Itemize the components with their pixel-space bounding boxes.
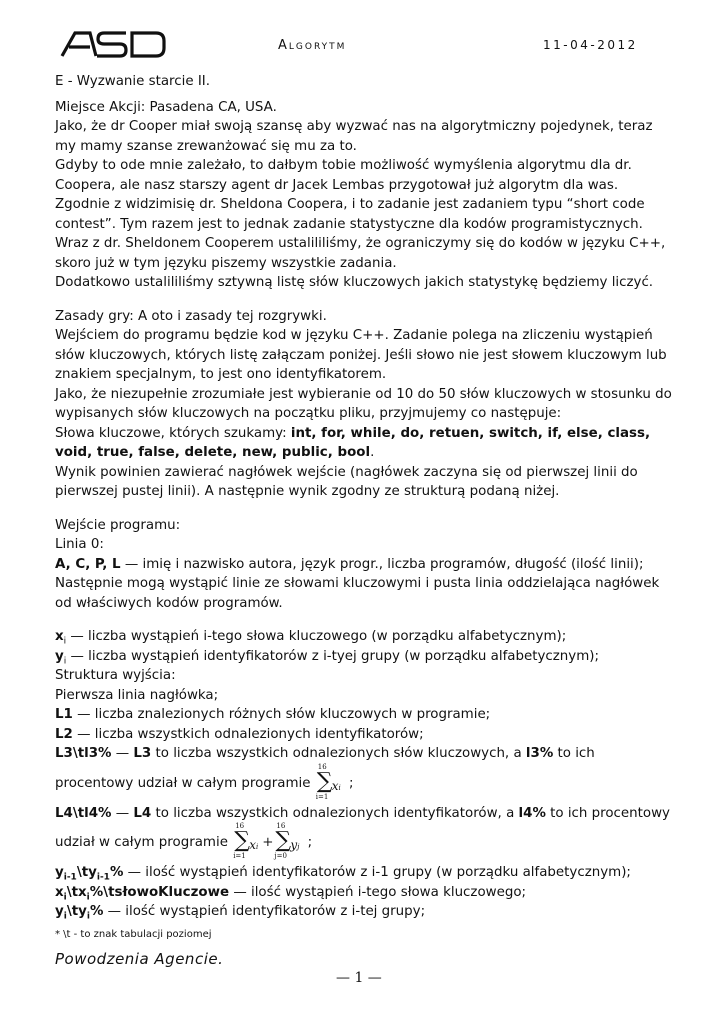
l3-line2: procentowy udział w całym programie [55,775,315,791]
l4-desc: to liczba wszystkich odnalezionych identyfikatorów, a [151,805,519,821]
document-body [55,72,675,922]
xpct-mid: \tx [66,884,87,900]
def-l4-line2 [55,822,675,860]
sum-var [332,777,341,799]
xpct-a: x [55,884,64,900]
l3-tail: to ich [553,746,595,761]
xpct-desc: — ilość wystąpień i-tego słowa kluczowego; [229,884,527,900]
l4-b2: L4 [133,805,152,821]
l2-var: L2 [55,726,73,742]
def-l3 [55,744,675,764]
intro-paragraph-5: Dodatkowo ustalililiśmy sztywną listę słów kluczowych jakich statystykę będziemy liczyć. [55,275,654,290]
rules-lead: A oto i zasady tej rozgrywki. [133,308,327,324]
l1-desc: — liczba znalezionych różnych słów kluczowych w programie; [72,707,491,722]
l3-desc: to liczba wszystkich odnalezionych słów kluczowych, a [151,746,526,761]
sum-var-x: x [331,778,339,793]
l3-b2: L3 [133,746,152,761]
page-number: — 1 — [336,970,382,986]
sum-bottom: i=1 [233,852,246,860]
sum-top: 16 [276,822,286,830]
def-l4 [55,804,675,824]
l3-mid: — [111,746,134,761]
header-date: 11-04-2012 [543,38,638,52]
sum-bottom-j: j=0 [274,852,287,860]
l4-tail: to ich procentowy [545,805,670,821]
l3-b3: l3% [525,746,554,761]
sum-x-formula-2 [232,822,262,860]
rules-paragraph-3: Wynik powinien zawierać nagłówek wejście (nagłówek zaczyna się od pierwszej linii do pierwszej pustej linii). A następnie wynik zgodny ze strukturą podaną niżej. [55,464,638,499]
def-x-pct [55,883,675,903]
line0-vars: A, C, P, L [55,556,121,572]
keywords-end: . [370,445,375,460]
l4-var: L4\tl4% [55,805,112,821]
closing-line: Powodzenia Agencie. [55,950,224,968]
sum-var-y [290,836,299,858]
yipct-desc: — ilość wystąpień identyfikatorów z i-tej grupy; [103,904,426,919]
l1-var: L1 [55,707,73,722]
header-title: Algorytm [278,38,347,53]
yipct-sub-b: i [86,911,90,922]
section-title: E - Wyzwanie starcie II. [55,74,210,89]
sum-top: 16 [235,822,245,830]
intro-location-text: Pasadena CA, USA. [145,99,277,115]
line0-desc-text: — imię i nazwisko autora, język progr., liczba programów, długość (ilość linii); [120,556,644,572]
x-desc: — liczba wystąpień i-tego słowa kluczowego (w porządku alfabetycznym); [66,629,567,644]
output-first-line: Pierwsza linia nagłówka; [55,687,219,703]
rules-heading [55,307,675,327]
output-heading: Struktura wyjścia: [55,668,176,683]
ypct-a: y [55,865,64,880]
def-y-pct [55,863,675,883]
intro-paragraph-3: Zgodnie z widzimisię dr. Sheldona Coopera, i to zadanie jest zadaniem typu “short code contest”. Tym razem jest to jednak zadanie statystyczne dla kodów programistycznych. [55,197,645,232]
l4-end: ; [303,835,313,850]
def-l3-line2 [55,762,675,801]
ypct-end: % [109,865,124,880]
footnote: * \t - to znak tabulacji poziomej [55,929,212,940]
rules-paragraph-2: Jako, że niezupełnie zrozumiałe jest wybieranie od 10 do 50 słów kluczowych w stosunku do wypisanych słów kluczowych na początku pliku, przyjmujemy co następuje: [55,386,672,421]
x-var: x [55,629,64,644]
xpct-sub-a: i [63,892,67,903]
ypct-sub-b: i-1 [96,872,110,883]
yipct-end: % [89,904,104,919]
input-line0-desc [55,555,675,575]
ypct-sub-a: i-1 [63,872,77,883]
keywords-lead: Słowa kluczowe, których szukamy: [55,425,291,441]
def-x [55,627,675,647]
intro-paragraph-4: Wraz z dr. Sheldonem Cooperem ustalililiśmy, że ograniczymy się do kodów w języku C++, skoro już w tym języku piszemy wszystkie zadania. [55,236,666,271]
sum-y-formula [273,822,303,860]
sum-var-y-letter: y [290,838,298,852]
intro-location [55,98,675,118]
sum-sub-i: i [338,783,341,792]
l4-line2: udział w całym programie [55,835,233,850]
sum-var [249,836,258,858]
plus-sign: + [262,835,274,850]
intro-paragraph-2: Gdyby to ode mnie zależało, to dałbym tobie możliwość wymyślenia algorytmu dla dr. Coopera, ale nasz starszy agent dr Jacek Lembas przygotował już algorytm dla was. [55,158,632,193]
sum-sub-i: i [255,843,259,851]
x-sub: i [63,636,67,647]
sum-var-x: x [249,838,256,852]
y-var: y [55,648,64,664]
ypct-desc: — ilość wystąpień identyfikatorów z i-1 grupy (w porządku alfabetycznym); [123,865,631,880]
l2-desc: — liczba wszystkich odnalezionych identyfikatorów; [72,726,424,742]
yipct-sub-a: i [63,911,67,922]
sigma-symbol: ∑ [234,828,250,853]
sum-bottom: i=1 [315,792,329,801]
intro-paragraph-1: Jako, że dr Cooper miał swoją szansę aby wyzwać nas na algorytmiczny pojedynek, teraz my mamy szanse zrewanżować się mu za to. [55,119,653,154]
rules-label: Zasady gry: [55,308,134,324]
rules-keywords [55,424,675,463]
input-heading: Wejście programu: [55,517,181,533]
l4-b3: l4% [518,805,546,821]
input-note: Następnie mogą wystąpić linie ze słowami kluczowymi i pusta linia oddzielająca nagłówek od właściwych kodów programów. [55,576,660,611]
ypct-mid: \ty [76,865,97,880]
def-yi-pct [55,902,675,922]
xpct-sub-b: i [86,892,90,903]
sigma-symbol: ∑ [275,828,292,853]
l3-end: ; [344,775,354,791]
xpct-end: %\tsłowoKluczowe [89,884,230,900]
rules-paragraph-1: Wejściem do programu będzie kod w języku C++. Zadanie polega na zliczeniu wystąpień słów kluczowych, których listę załączam poniżej. Jeśli słowo nie jest słowem kluczowym lub znakiem specjalnym, to jest ono identyfikatorem. [55,328,667,382]
input-line0: Linia 0: [55,537,104,552]
def-y [55,647,675,667]
def-l2 [55,725,675,745]
y-desc: — liczba wystąpień identyfikatorów z i-tyej grupy (w porządku alfabetycznym); [66,648,599,664]
sum-sub-j: j [297,843,300,851]
keywords-list: int, for, while, do, retuen, switch, if, else, class, void, true, false, delete, new, public, bool [55,425,651,460]
l4-mid: — [111,805,134,821]
intro-label: Miejsce Akcji: [55,99,146,115]
y-sub: i [63,656,67,667]
sigma-symbol: ∑ [316,768,333,794]
yipct-a: y [55,904,64,919]
sum-x-formula [315,762,345,801]
yipct-mid: \ty [66,904,87,919]
l3-var: L3\tl3% [55,746,112,761]
sum-top: 16 [317,762,327,771]
def-l1 [55,705,675,725]
asd-logo [60,30,166,58]
